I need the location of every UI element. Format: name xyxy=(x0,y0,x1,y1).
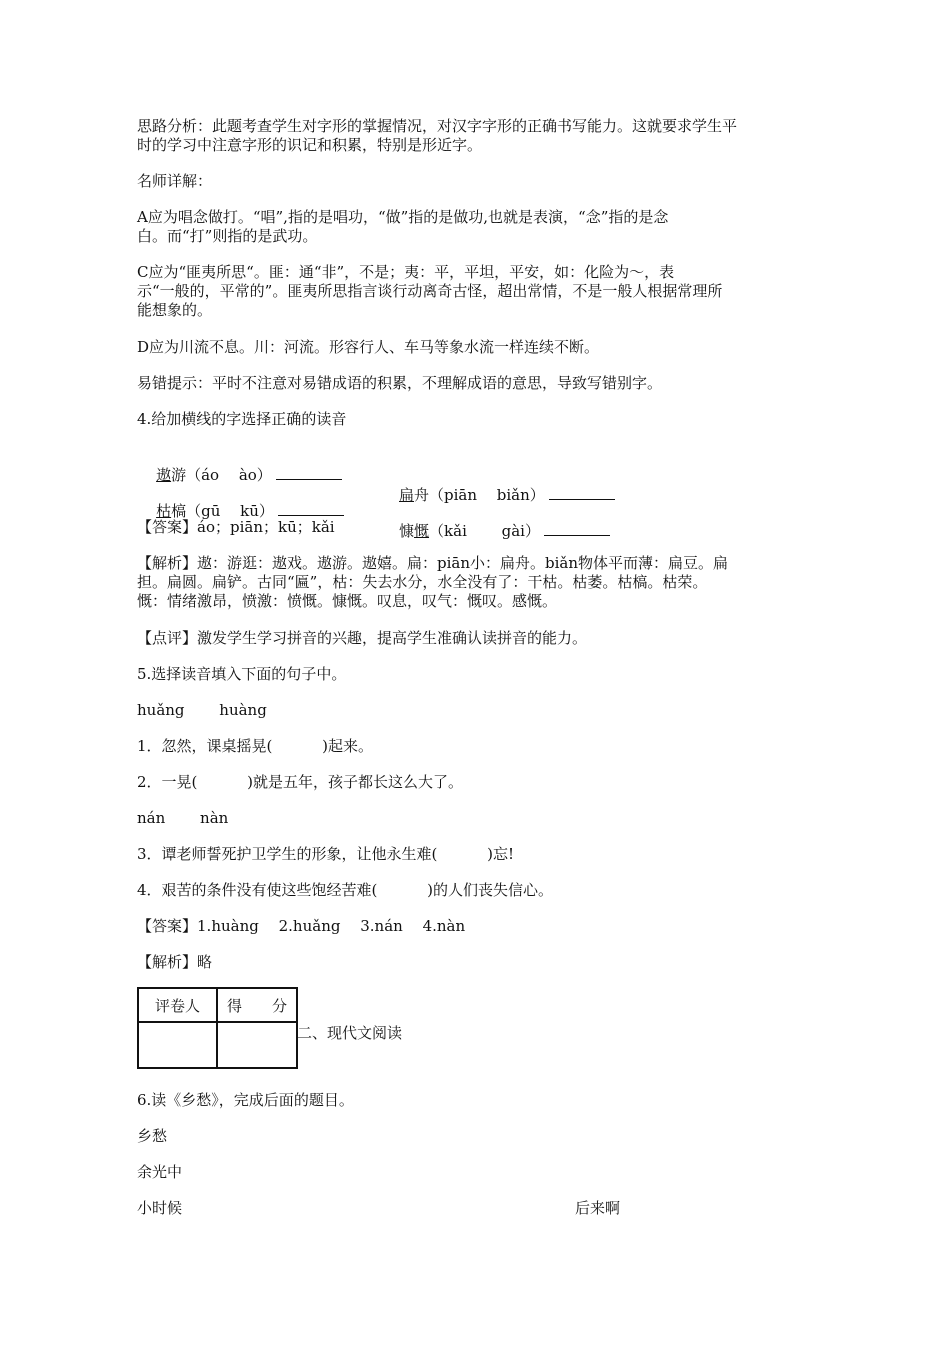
poem-line-left: 小时候 xyxy=(137,1199,183,1217)
poem-title: 乡愁 xyxy=(137,1127,168,1145)
q4-word4: 慷慨（kǎi gài） xyxy=(399,521,610,541)
q4-word1: 遨游（áo ào） xyxy=(156,466,342,484)
q4-blank-3[interactable] xyxy=(278,501,344,516)
score-table-score-cell[interactable] xyxy=(217,1022,297,1068)
q4-word3: 枯槁（gū kū） xyxy=(156,502,344,520)
q4-comment: 【点评】激发学生学习拼音的兴趣，提高学生准确认读拼音的能力。 xyxy=(137,629,588,647)
q4-analysis-line-3: 慨：情绪激昂，愤激：愤慨。慷慨。叹息，叹气：慨叹。感慨。 xyxy=(137,592,558,610)
item-c-line-1: C应为“匪夷所思“。匪：通“非”，不是；夷：平，平坦，平安，如：化险为～，表 xyxy=(137,263,675,281)
q5-analysis: 【解析】略 xyxy=(137,953,213,971)
item-c-line-2: 示“一般的，平常的”。匪夷所思指言谈行动离奇古怪，超出常情，不是一般人根据常理所 xyxy=(137,282,723,300)
q6-title: 6.读《乡愁》，完成后面的题目。 xyxy=(137,1091,354,1109)
q4-word2: 扁舟（piān biǎn） xyxy=(399,485,615,505)
q5-sentence-1: 1．忽然，课桌摇晃( )起来。 xyxy=(137,737,374,755)
poem-line-right: 后来啊 xyxy=(575,1199,621,1217)
q5-sentence-2: 2．一晃( )就是五年，孩子都长这么大了。 xyxy=(137,773,464,791)
score-table-score-header: 得 分 xyxy=(217,988,297,1022)
q5-pinyin-1: huǎng huàng xyxy=(137,701,267,719)
item-d: D应为川流不息。川：河流。形容行人、车马等象水流一样连续不断。 xyxy=(137,338,600,356)
item-a-line-1: A应为唱念做打。“唱”,指的是唱功，“做”指的是做功,也就是表演，“念”指的是念 xyxy=(137,208,669,226)
q4-answer: 【答案】áo；piān；kū；kǎi xyxy=(137,518,335,536)
analysis-line-2: 时的学习中注意字形的识记和积累，特别是形近字。 xyxy=(137,136,483,154)
q5-sentence-3: 3．谭老师誓死护卫学生的形象，让他永生难( )忘! xyxy=(137,845,515,863)
q4-analysis-line-2: 担。扁圆。扁铲。古同“匾”，枯：失去水分，水全没有了：干枯。枯萎。枯槁。枯荣。 xyxy=(137,573,708,591)
q4-title: 4.给加横线的字选择正确的读音 xyxy=(137,410,347,428)
section-title: 二、现代文阅读 xyxy=(297,1024,403,1042)
error-tip: 易错提示：平时不注意对易错成语的积累，不理解成语的意思，导致写错别字。 xyxy=(137,374,663,392)
q5-title: 5.选择读音填入下面的句子中。 xyxy=(137,665,347,683)
q4-blank-1[interactable] xyxy=(276,465,342,480)
score-table xyxy=(137,987,298,1069)
q5-answer: 【答案】1.huàng 2.huǎng 3.nán 4.nàn xyxy=(137,917,466,935)
q4-analysis-line-1: 【解析】遨：游逛：遨戏。遨游。遨嬉。扁：piān小：扁舟。biǎn物体平而薄：扁豆。扁 xyxy=(137,554,729,572)
analysis-line-1: 思路分析：此题考查学生对字形的掌握情况，对汉字字形的正确书写能力。这就要求学生平 xyxy=(137,117,738,135)
item-a-line-2: 白。而“打”则指的是武功。 xyxy=(137,227,318,245)
q5-sentence-4: 4．艰苦的条件没有使这些饱经苦难( )的人们丧失信心。 xyxy=(137,881,554,899)
poem-author: 余光中 xyxy=(137,1163,183,1181)
q5-pinyin-2: nán nàn xyxy=(137,809,229,827)
score-table-grader-header: 评卷人 xyxy=(138,988,217,1022)
score-table-grader-cell[interactable] xyxy=(138,1022,217,1068)
item-c-line-3: 能想象的。 xyxy=(137,301,213,319)
teacher-title: 名师详解： xyxy=(137,172,213,190)
